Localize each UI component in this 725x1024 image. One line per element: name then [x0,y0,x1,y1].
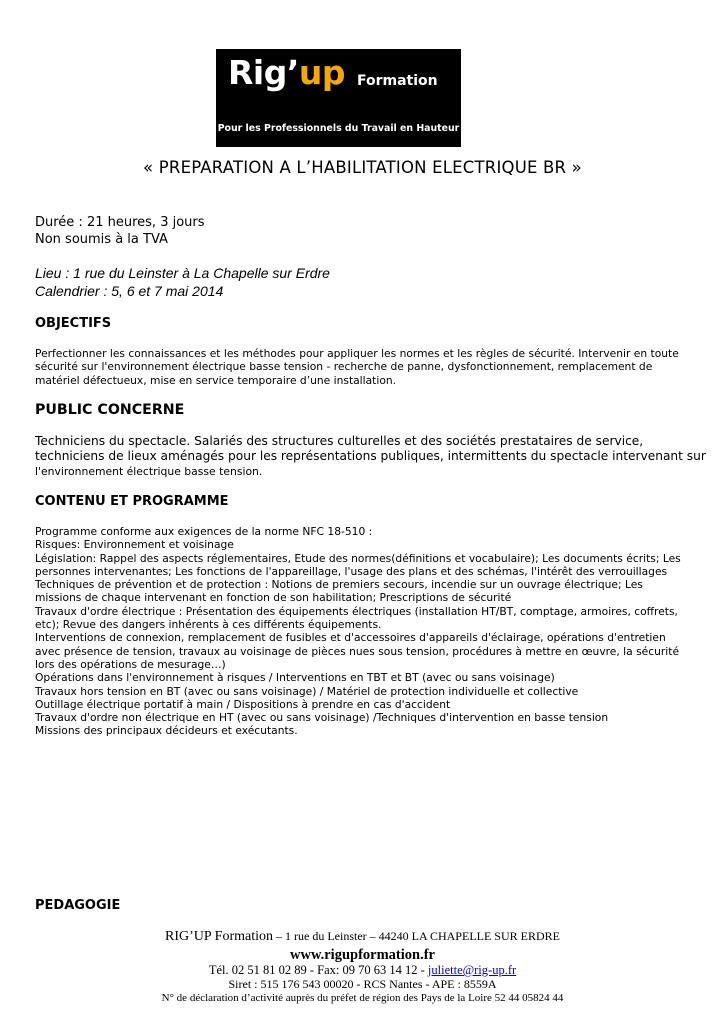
programme-line: Législation: Rappel des aspects réglementaires, Etude des normes(définitions et vocabulaire); Les documents écrits; Les [35,551,681,565]
logo-brand-accent: up [298,53,346,92]
logo-tagline: Pour les Professionnels du Travail en Hauteur [217,123,460,134]
programme-line: Opérations dans l'environnement à risques / Interventions en TBT et BT (avec ou sans voisinage) [35,671,555,685]
objectifs-heading: OBJECTIFS [35,316,112,331]
pedagogie-heading: PEDAGOGIE [35,898,121,913]
public-line: l'environnement électrique basse tension. [35,465,263,479]
programme-line: etc); Revue des dangers inhérents à ces différents équipements. [35,618,382,632]
programme-line: missions de chaque intervenant en fonction de son habilitation; Prescriptions de sécurité [35,591,512,605]
public-heading: PUBLIC CONCERNE [35,402,185,418]
footer-email-link[interactable]: juliette@rig-up.fr [427,963,517,977]
programme-line: Interventions de connexion, remplacement de fusibles et d'accessoires d'appareils d'éclairage, opérations d'entretien [35,631,666,645]
programme-line: Techniques de prévention et de protection : Notions de premiers secours, incendie sur un ouvrage électrique; Les [35,578,643,592]
logo-brand-main: Rig [228,53,287,92]
footer-address-text: – 1 rue du Leinster – 44240 LA CHAPELLE SUR ERDRE [273,929,560,943]
location-text: Lieu : 1 rue du Leinster à La Chapelle sur Erdre [35,265,330,281]
objectifs-line: sécurité sur l'environnement électrique basse tension - recherche de panne, dysfonctionnement, remplacement de [35,360,653,374]
company-logo [216,49,461,147]
footer-address [0,929,725,945]
calendar-text: Calendrier : 5, 6 et 7 mai 2014 [35,283,224,299]
footer-siret: Siret : 515 176 543 00020 - RCS Nantes - APE : 8559A [228,977,497,991]
programme-line: Programme conforme aux exigences de la norme NFC 18-510 : [35,525,373,538]
programme-line: personnes intervenantes; Les fonctions de l'appareillage, l'usage des plans et des schémas, l'intérêt des verrouillages [35,564,668,578]
footer-contact [0,963,725,978]
document-title: « PREPARATION A L’HABILITATION ELECTRIQUE BR » [143,158,582,177]
tva-text: Non soumis à la TVA [35,232,168,247]
logo-brand-apostrophe: ’ [286,53,299,92]
objectifs-line: Perfectionner les connaissances et les méthodes pour appliquer les normes et les règles de sécurité. Intervenir en toute [35,347,679,360]
public-text [35,434,706,480]
programme-line: avec présence de tension, travaux au voisinage de pièces nues sous tension, procédures à mettre en œuvre, la sécurité [35,644,680,658]
footer-phones: Tél. 02 51 81 02 89 - Fax: 09 70 63 14 12 - [208,963,428,977]
footer-declaration: N° de déclaration d’activité auprès du préfet de région des Pays de la Loire 52 44 05824 44 [161,992,564,1004]
programme-heading: CONTENU ET PROGRAMME [35,494,229,509]
objectifs-text [35,347,690,387]
programme-line: Missions des principaux décideurs et exécutants. [35,724,298,738]
public-line: techniciens de lieux aménagés pour les représentations publiques, intermittents du spectacle intervenant sur [35,449,706,464]
programme-line: Travaux d'ordre électrique : Présentation des équipements électriques (installation HT/BT, comptage, armoires, coffrets, [35,604,678,618]
programme-line: Risques: Environnement et voisinage [35,538,234,552]
duration-text: Durée : 21 heures, 3 jours [35,215,205,230]
programme-line: Outillage électrique portatif à main / Dispositions à prendre en cas d'accident [35,697,451,711]
programme-line: Travaux d'ordre non électrique en HT (avec ou sans voisinage) /Techniques d'intervention en basse tension [35,711,609,725]
footer-website[interactable]: www.rigupformation.fr [290,947,435,963]
public-line: Techniciens du spectacle. Salariés des structures culturelles et des sociétés prestataires de service, [35,434,644,448]
logo-brand-suffix: Formation [357,73,438,89]
footer-company: RIG’UP Formation [165,929,273,944]
logo-wordmark [228,53,345,92]
programme-line: lors des opérations de mesurage…) [35,657,226,671]
programme-line: Travaux hors tension en BT (avec ou sans voisinage) / Matériel de protection individuelle et collective [35,684,579,698]
programme-text [35,525,690,738]
objectifs-line: matériel défectueux, mise en service temporaire d’une installation. [35,373,397,387]
